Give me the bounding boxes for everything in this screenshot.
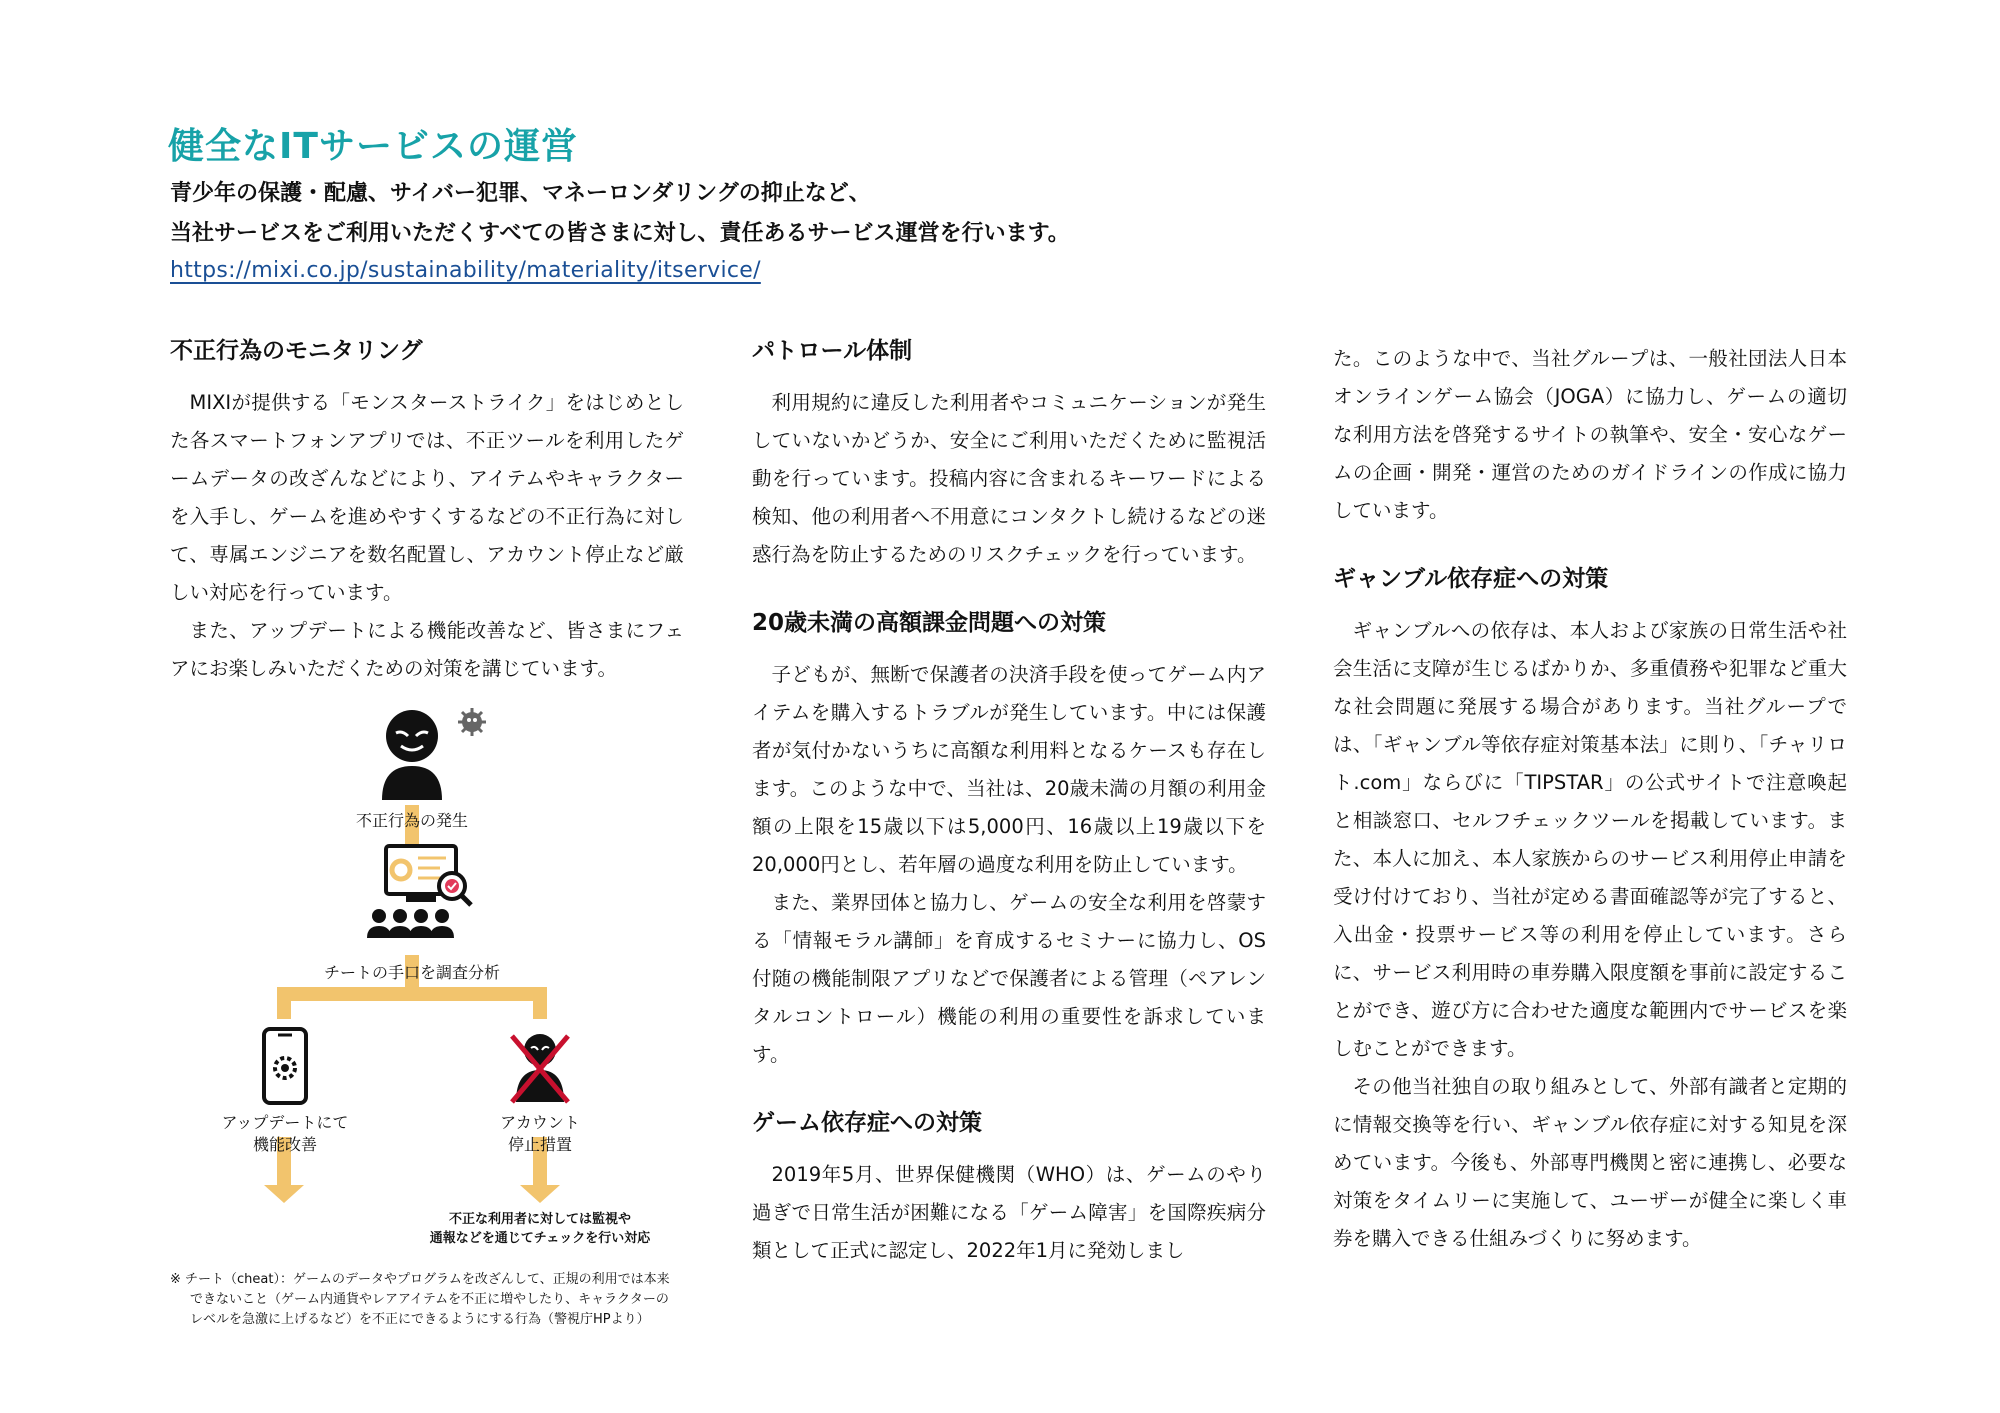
sub-note-line: 通報などを通じてチェックを行い対応: [429, 1231, 651, 1246]
branch-label-line: アカウント: [500, 1113, 580, 1132]
heading-minor-billing: 20歳未満の高額課金問題への対策: [752, 610, 1107, 636]
footnote-line: レベルを急激に上げるなど）を不正にできるようにする行為（警視庁HPより）: [190, 1312, 650, 1327]
paragraph: 子どもが、無断で保護者の決済手段を使ってゲーム内アイテムを購入するトラブルが発生しています。中には保護者が気付かないうちに高額な利用料となるケースも存在します。このような中で、当社は、20歳未満の月額の利用金額の上限を15歳以下は5,000円、16歳以上19歳以下を20,000円とし、若年層の過度な利用を防止しています。: [752, 663, 1266, 876]
heading-patrol: パトロール体制: [752, 338, 913, 364]
paragraph: その他当社独自の取り組みとして、外部有識者と定期的に情報交換等を行い、ギャンブル依存症に対する知見を深めています。今後も、外部専門機関と密に連携し、必要な対策をタイムリーに実施して、ユーザーが健全に楽しく車券を購入できる仕組みづくりに努めます。: [1333, 1075, 1847, 1250]
column-gambling: [1333, 340, 1847, 1258]
lead-text: [170, 174, 1070, 254]
banned-user-icon: [512, 1034, 568, 1102]
cheat-footnote: [170, 1270, 690, 1330]
footnote-line: できないこと（ゲーム内通貨やレアアイテムを不正に増やしたり、キャラクターの: [190, 1292, 669, 1307]
heading-gambling-addiction: ギャンブル依存症への対策: [1333, 566, 1609, 592]
sub-note-line: 不正な利用者に対しては監視や: [448, 1212, 631, 1227]
lead-line: 当社サービスをご利用いただくすべての皆さまに対し、責任あるサービス運営を行います。: [170, 221, 1070, 246]
footnote-line: ※ チート（cheat）：ゲームのデータやプログラムを改ざんして、正規の利用では本来: [170, 1272, 670, 1287]
lead-line: 青少年の保護・配慮、サイバー犯罪、マネーロンダリングの抑止など、: [170, 181, 871, 206]
heading-monitoring: 不正行為のモニタリング: [170, 338, 423, 364]
paragraph: また、業界団体と協力し、ゲームの安全な利用を啓蒙する「情報モラル講師」を育成するセミナーに協力し、OS付随の機能制限アプリなどで保護者による管理（ペアレンタルコントロール）機能の利用の重要性を訴求しています。: [752, 891, 1266, 1066]
paragraph: MIXIが提供する「モンスターストライク」をはじめとした各スマートフォンアプリでは、不正ツールを利用したゲームデータの改ざんなどにより、アイテムやキャラクターを入手し、ゲームを進めやすくするなどの不正行為に対して、専属エンジニアを数名配置し、アカウント停止など厳しい対応を行っています。: [170, 391, 684, 604]
cheat-response-diagram: [170, 700, 690, 1340]
itservice-link[interactable]: https://mixi.co.jp/sustainability/materiality/itservice/: [170, 258, 761, 283]
heading-game-addiction: ゲーム依存症への対策: [752, 1110, 982, 1136]
column-monitoring: [170, 328, 684, 688]
hacker-icon: [382, 710, 442, 800]
column-patrol: [752, 328, 1266, 1270]
branch-label-line: アップデートにて: [221, 1113, 349, 1132]
magnifier-check-icon: [439, 873, 471, 905]
suspend-sub-note: [410, 1210, 670, 1248]
paragraph: ギャンブルへの依存は、本人および家族の日常生活や社会生活に支障が生じるばかりか、多重債務や犯罪など重大な社会問題に発展する場合があります。当社グループでは、「ギャンブル等依存症対策基本法」に則り、「チャリロト.com」ならびに「TIPSTAR」の公式サイトで注意喚起と相談窓口、セルフチェックツールを掲載しています。また、本人に加え、本人家族からのサービス利用停止申請を受け付けており、当社が定める書面確認等が完了すると、入出金・投票サービス等の利用を停止しています。さらに、サービス利用時の車券購入限度額を事前に設定することができ、遊び方に合わせた適度な範囲内でサービスを楽しむことができます。: [1333, 619, 1847, 1060]
step-label-analysis: チートの手口を調査分析: [323, 963, 500, 982]
branch-label-line: 機能改善: [252, 1135, 317, 1154]
smartphone-gear-icon: [264, 1029, 306, 1103]
paragraph: た。このような中で、当社グループは、一般社団法人日本オンラインゲーム協会（JOGA）に協力し、ゲームの適切な利用方法を啓発するサイトの執筆や、安全・安心なゲームの企画・開発・運営のためのガイドラインの作成に協力しています。: [1333, 347, 1847, 522]
step-label-occurrence: 不正行為の発生: [355, 811, 468, 830]
paragraph: 2019年5月、世界保健機関（WHO）は、ゲームのやり過ぎで日常生活が困難になる「ゲーム障害」を国際疾病分類として正式に認定し、2022年1月に発効しまし: [752, 1163, 1266, 1262]
branch-label-suspend: [470, 1112, 610, 1156]
branch-label-line: 停止措置: [507, 1135, 572, 1154]
team-icon: [367, 909, 454, 938]
paragraph: また、アップデートによる機能改善など、皆さまにフェアにお楽しみいただくための対策を講じています。: [170, 619, 684, 680]
virus-icon: [458, 708, 486, 736]
page-title: 健全なITサービスの運営: [168, 126, 578, 167]
branch-label-update: [210, 1112, 360, 1156]
paragraph: 利用規約に違反した利用者やコミュニケーションが発生していないかどうか、安全にご利用いただくために監視活動を行っています。投稿内容に含まれるキーワードによる検知、他の利用者へ不用意にコンタクトし続けるなどの迷惑行為を防止するためのリスクチェックを行っています。: [752, 391, 1266, 566]
